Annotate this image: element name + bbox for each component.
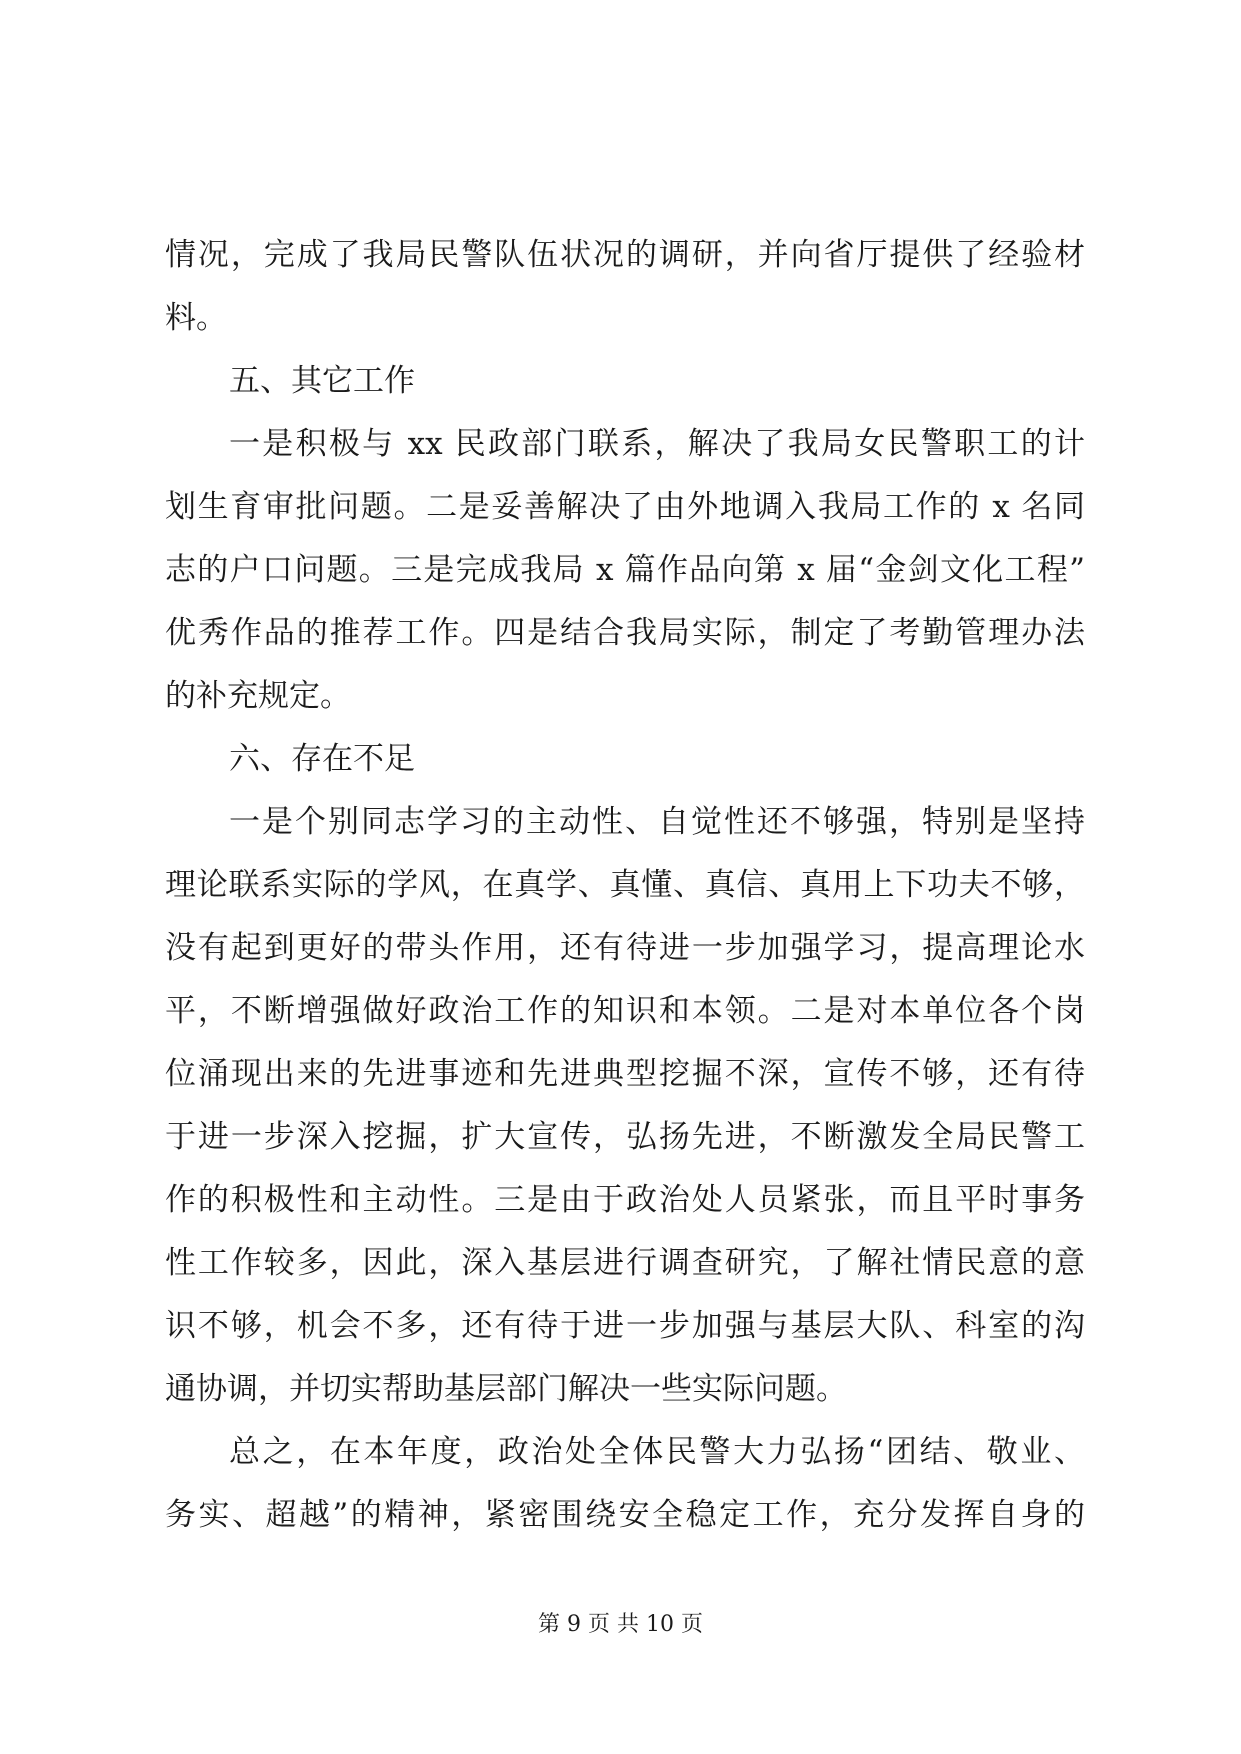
section-heading: 五、其它工作 [229,363,415,399]
text-line: 划生育审批问题。二是妥善解决了由外地调入我局工作的 x 名同 [165,489,1085,525]
text-line: 平，不断增强做好政治工作的知识和本领。二是对本单位各个岗 [165,993,1085,1029]
page-number-footer: 第 9 页 共 10 页 [538,1612,703,1637]
text-line: 务实、超越”的精神，紧密围绕安全稳定工作，充分发挥自身的 [165,1497,1085,1533]
text-line: 没有起到更好的带头作用，还有待进一步加强学习，提高理论水 [165,930,1085,966]
text-line: 性工作较多，因此，深入基层进行调查研究，了解社情民意的意 [165,1245,1085,1281]
text-line: 理论联系实际的学风，在真学、真懂、真信、真用上下功夫不够， [165,867,1085,903]
text-line: 一是个别同志学习的主动性、自觉性还不够强，特别是坚持 [229,804,1085,840]
text-line: 一是积极与 xx 民政部门联系，解决了我局女民警职工的计 [229,426,1085,462]
text-line: 位涌现出来的先进事迹和先进典型挖掘不深，宣传不够，还有待 [165,1056,1085,1092]
text-line: 通协调，并切实帮助基层部门解决一些实际问题。 [165,1371,847,1407]
text-line: 于进一步深入挖掘，扩大宣传，弘扬先进，不断激发全局民警工 [165,1119,1085,1155]
text-line: 志的户口问题。三是完成我局 x 篇作品向第 x 届“金剑文化工程” [165,552,1085,588]
text-line: 识不够，机会不多，还有待于进一步加强与基层大队、科室的沟 [165,1308,1085,1344]
text-line: 情况，完成了我局民警队伍状况的调研，并向省厅提供了经验材 [165,237,1085,273]
text-line: 优秀作品的推荐工作。四是结合我局实际，制定了考勤管理办法 [165,615,1085,651]
text-line: 总之，在本年度，政治处全体民警大力弘扬“团结、敬业、 [229,1434,1085,1470]
text-line: 作的积极性和主动性。三是由于政治处人员紧张，而且平时事务 [165,1182,1085,1218]
section-heading: 六、存在不足 [229,741,415,777]
text-line: 料。 [165,300,227,336]
text-line: 的补充规定。 [165,678,351,714]
